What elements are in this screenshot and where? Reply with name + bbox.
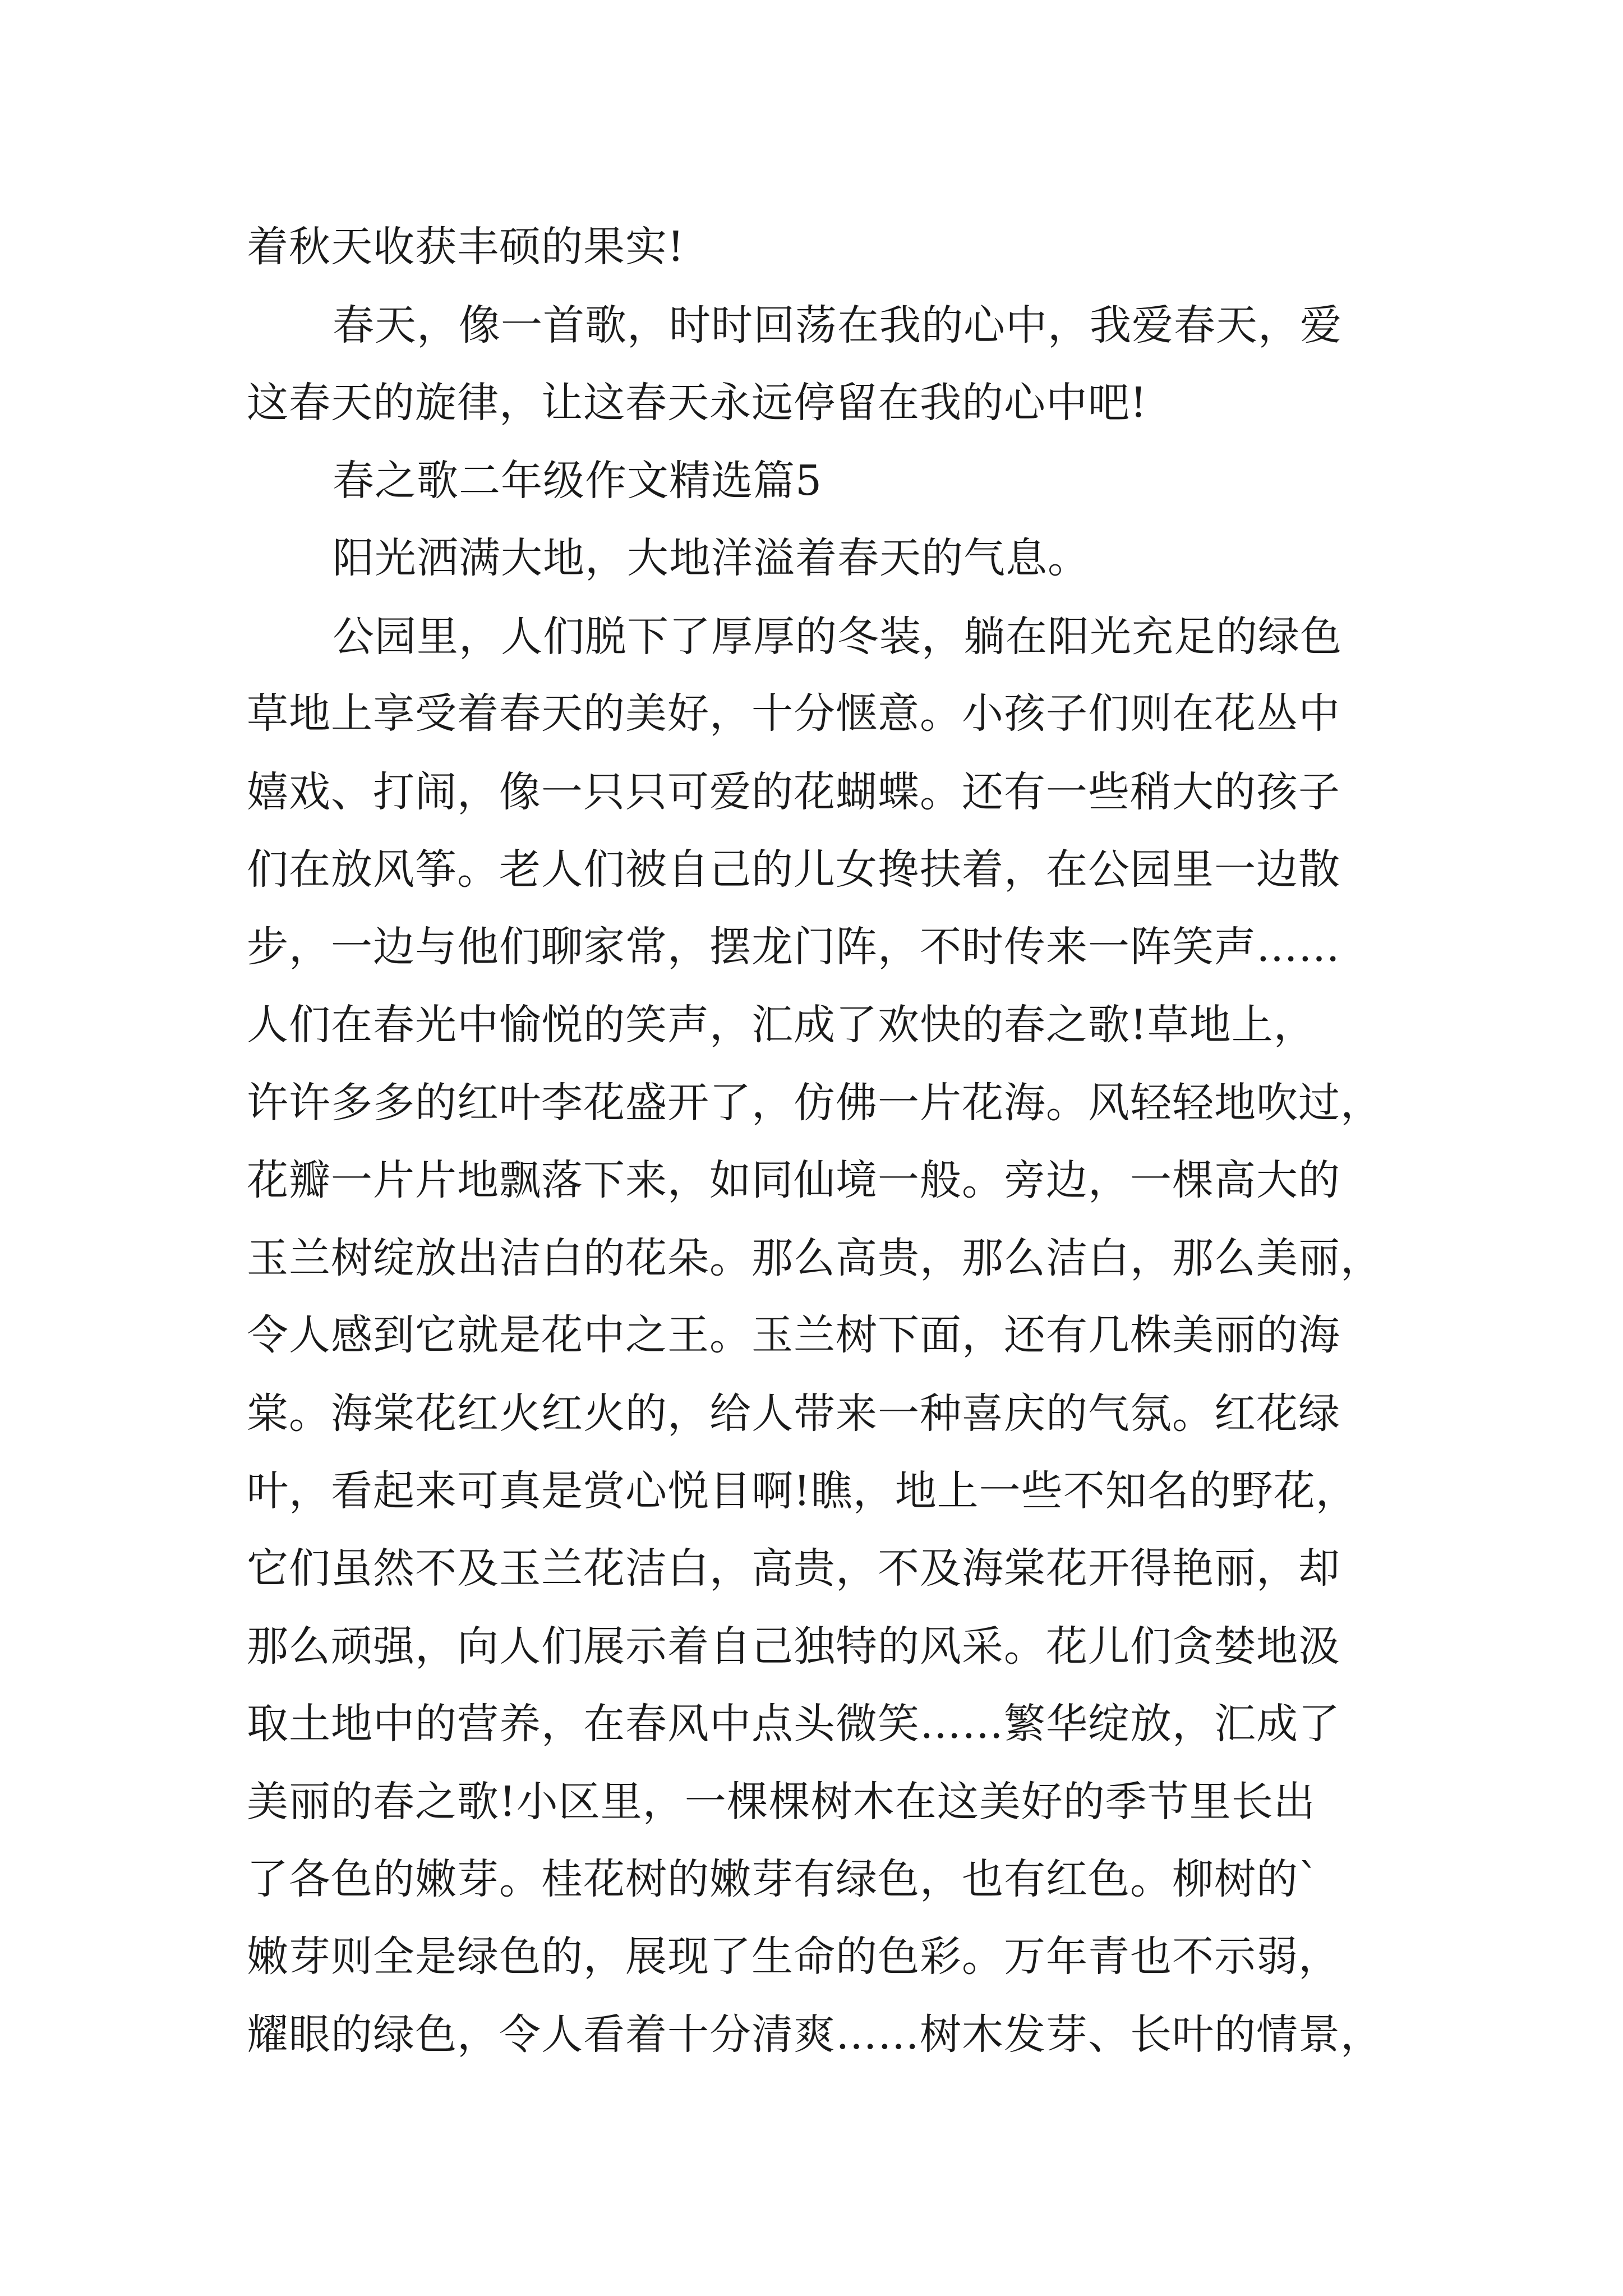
section-heading: 春之歌二年级作文精选篇5 [333, 457, 823, 505]
text-line: 人们在春光中愉悦的笑声，汇成了欢快的春之歌!草地上， [247, 1001, 1316, 1049]
text-line: 草地上享受着春天的美好，十分惬意。小孩子们则在花丛中 [247, 689, 1340, 738]
text-line: 耀眼的绿色，令人看着十分清爽……树木发芽、长叶的情景， [247, 2010, 1382, 2059]
paragraph-start: 春天，像一首歌，时时回荡在我的心中，我爱春天，爱 [333, 301, 1342, 349]
text-line: 许许多多的红叶李花盛开了，仿佛一片花海。风轻轻地吹过， [247, 1079, 1382, 1127]
text-line: 了各色的嫩芽。桂花树的嫩芽有绿色，也有红色。柳树的` [247, 1855, 1320, 1903]
text-line: 们在放风筝。老人们被自己的儿女搀扶着，在公园里一边散 [247, 845, 1340, 894]
text-line: 棠。海棠花红火红火的，给人带来一种喜庆的气氛。红花绿 [247, 1389, 1340, 1438]
text-line: 着秋天收获丰硕的果实! [247, 223, 685, 271]
text-line: 这春天的旋律，让这春天永远停留在我的心中吧! [247, 379, 1147, 427]
text-line: 美丽的春之歌!小区里，一棵棵树木在这美好的季节里长出 [247, 1778, 1316, 1826]
text-line: 玉兰树绽放出洁白的花朵。那么高贵，那么洁白，那么美丽， [247, 1234, 1382, 1282]
paragraph-start: 阳光洒满大地，大地洋溢着春天的气息。 [333, 534, 1090, 582]
text-line: 嫩芽则全是绿色的，展现了生命的色彩。万年青也不示弱， [247, 1932, 1340, 1981]
text-line: 它们虽然不及玉兰花洁白，高贵，不及海棠花开得艳丽，却 [247, 1544, 1340, 1593]
text-line: 步，一边与他们聊家常，摆龙门阵，不时传来一阵笑声…… [247, 923, 1340, 971]
text-line: 叶，看起来可真是赏心悦目啊!瞧，地上一些不知名的野花， [247, 1467, 1358, 1515]
text-line: 取土地中的营养，在春风中点头微笑……繁华绽放，汇成了 [247, 1700, 1340, 1748]
text-line: 令人感到它就是花中之王。玉兰树下面，还有几株美丽的海 [247, 1311, 1340, 1359]
text-line: 花瓣一片片地飘落下来，如同仙境一般。旁边，一棵高大的 [247, 1156, 1340, 1204]
paragraph-start: 公园里，人们脱下了厚厚的冬装，躺在阳光充足的绿色 [333, 613, 1342, 661]
text-line: 那么顽强，向人们展示着自己独特的风采。花儿们贪婪地汲 [247, 1622, 1340, 1671]
text-line: 嬉戏、打闹，像一只只可爱的花蝴蝶。还有一些稍大的孩子 [247, 768, 1340, 816]
